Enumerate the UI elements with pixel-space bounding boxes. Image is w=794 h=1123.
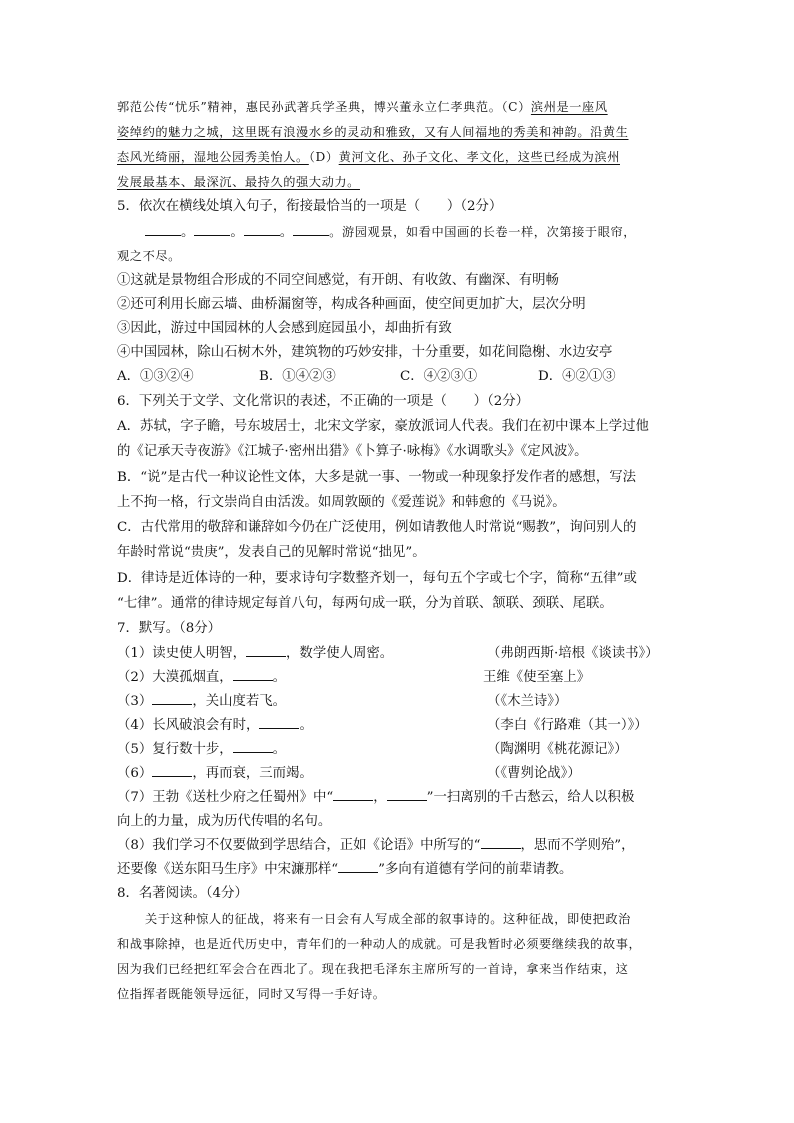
q7-source-1: （弗朗西斯·培根《谈读书》） (487, 646, 659, 661)
q7-blank-2[interactable] (233, 668, 273, 681)
q8-stem: 8．名著阅读。（4分） (117, 886, 248, 901)
q7-source-5: （陶渊明《桃花源记》） (487, 742, 628, 757)
q8-passage-line-2: 和战事除掉，也是近代历史中，青年们的一种动人的成就。可是我暂时必须要继续我的故事， (117, 937, 642, 951)
q7-stem: 7．默写。（8分） (117, 621, 222, 636)
label-d: （D） (308, 150, 339, 164)
q5-blank-4[interactable] (293, 223, 329, 236)
q6-option-b-cont: 上不拘一格，行文崇尚自由活泼。如周敦颐的《爱莲说》和韩愈的《马说》。 (117, 495, 566, 510)
intro-line-4 (117, 170, 360, 194)
intro-line-2 (117, 120, 629, 144)
q7-blank-7b[interactable] (387, 788, 427, 801)
q7-blank-6[interactable] (152, 764, 192, 777)
underlined-sentence-d: 发展最基本、最深沉、最持久的强大动力。 (117, 175, 360, 189)
q7-item-5: （5）复行数十步， 。 (117, 742, 287, 757)
q6-option-a[interactable]: A．苏轼，字子瞻，号东坡居士，北宋文学家，豪放派词人代表。我们在初中课本上学过他 (117, 419, 649, 434)
underlined-sentence-c: 姿绰约的魅力之城，这里既有浪漫水乡的灵动和雅致，又有人间福地的秀美和神韵。沿黄生 (117, 125, 629, 139)
q5-sentence-3: ③因此，游过中国园林的人会感到庭园虽小，却曲折有致 (117, 321, 452, 336)
q6-stem: 6．下列关于文学、文化常识的表述，不正确的一项是（ ）（2分） (117, 394, 530, 409)
q7-item-4: （4）长风破浪会有时， 。 (117, 718, 313, 733)
q7-blank-1[interactable] (246, 644, 286, 657)
q7-blank-4[interactable] (259, 716, 299, 729)
q7-blank-5[interactable] (233, 740, 273, 753)
q7-source-4: （李白《行路难（其一）》） (487, 718, 648, 733)
intro-line-3 (117, 145, 620, 169)
q7-blank-3[interactable] (152, 692, 192, 705)
q5-stem: 5．依次在横线处填入句子，衔接最恰当的一项是（ ）（2分） (117, 199, 503, 214)
q5-option-b[interactable]: B．①④②③ (259, 369, 336, 384)
q5-sentence-4: ④中国园林，除山石树木外，建筑物的巧妙安排，十分重要，如花间隐榭、水边安亭 (117, 345, 613, 360)
q5-blank-2[interactable] (194, 223, 230, 236)
q5-blank-1[interactable] (145, 223, 181, 236)
q6-option-d[interactable]: D．律诗是近体诗的一种，要求诗句字数整齐划一，每句五个字或七个字，简称“五律”或 (117, 571, 637, 586)
q5-sentence-1: ①这就是景物组合形成的不同空间感觉，有开朗、有收敛、有幽深、有明畅 (117, 273, 559, 288)
q6-option-c[interactable]: C．古代常用的敬辞和谦辞如今仍在广泛使用，例如请教他人时常说“赐教”，询问别人的 (117, 520, 637, 535)
q7-item-8: （8）我们学习不仅要做到学思结合，正如《论语》中所写的“ ，思而不学则殆”， (117, 838, 635, 853)
q5-context-line: 。 。 。 。游园观景，如看中国画的长卷一样，次第接于眼帘， (145, 220, 636, 245)
q5-option-c[interactable]: C．④②③① (400, 369, 478, 384)
underlined-sentence-c: 态风光绮丽，湿地公园秀美怡人。 (117, 150, 309, 164)
q5-option-d[interactable]: D．④②①③ (538, 369, 616, 384)
underlined-sentence-c: 滨州是一座风 (530, 100, 608, 114)
q7-item-6: （6） ，再而衰，三而竭。 (117, 766, 313, 781)
q8-passage-line-4: 位指挥者既能领导远征，同时又写得一手好诗。 (117, 987, 386, 1001)
q7-blank-8b[interactable] (338, 860, 378, 873)
q7-item-2: （2）大漠孤烟直， 。 (117, 670, 287, 685)
q7-item-7: （7）王勃《送杜少府之任蜀州》中“ ， ”一扫离别的千古愁云，给人以积极 (117, 790, 635, 805)
intro-line-1 (117, 95, 608, 119)
q7-source-6: （《曹刿论战》） (487, 766, 581, 781)
intro-text: 郭范公传“忧乐”精神，惠民孙武著兵学圣典，博兴董永立仁孝典范。（C） (117, 100, 531, 114)
q5-option-a[interactable]: A．①③②④ (117, 369, 194, 384)
q5-blank-3[interactable] (244, 223, 280, 236)
q6-option-d-cont: “七律”。通常的律诗规定每首八句，每两句成一联，分为首联、颔联、颈联、尾联。 (117, 596, 613, 611)
q6-option-b[interactable]: B．“说”是古代一种议论性文体，大多是就一事、一物或一种现象抒发作者的感想，写法 (117, 470, 636, 485)
q7-source-2: 王维《使至塞上》 (483, 670, 591, 685)
q5-context-line-2: 观之不尽。 (117, 249, 181, 263)
q7-item-1: （1）读史使人明智， ，数学使人周密。 (117, 646, 394, 661)
q6-option-a-cont: 的《记承天寺夜游》《江城子·密州出猎》《卜算子·咏梅》《水调歌头》《定风波》。 (117, 444, 588, 459)
q8-passage-line-1: 关于这种惊人的征战，将来有一日会有人写成全部的叙事诗的。这种征战，即使把政治 (145, 912, 631, 926)
underlined-sentence-d: 黄河文化、孙子文化、孝文化，这些已经成为滨州 (338, 150, 620, 164)
q8-passage-line-3: 因为我们已经把红军会合在西北了。现在我把毛泽东主席所写的一首诗，拿来当作结束，这 (117, 962, 629, 976)
q7-blank-8a[interactable] (481, 836, 521, 849)
q7-source-3: （《木兰诗》） (487, 694, 568, 709)
q6-option-c-cont: 年龄时常说“贵庚”，发表自己的见解时常说“拙见”。 (117, 545, 426, 560)
q7-item-8-cont: 还要像《送东阳马生序》中宋濂那样“ ”多向有道德有学问的前辈请教。 (117, 862, 573, 877)
q7-item-3: （3） ，关山度若飞。 (117, 694, 287, 709)
q7-item-7-cont: 向上的力量，成为历代传唱的名句。 (117, 814, 332, 829)
q5-sentence-2: ②还可利用长廊云墙、曲桥漏窗等，构成各种画面，使空间更加扩大，层次分明 (117, 297, 586, 312)
q7-blank-7a[interactable] (333, 788, 373, 801)
q5-context-text: 。游园观景，如看中国画的长卷一样，次第接于眼帘， (329, 225, 637, 239)
